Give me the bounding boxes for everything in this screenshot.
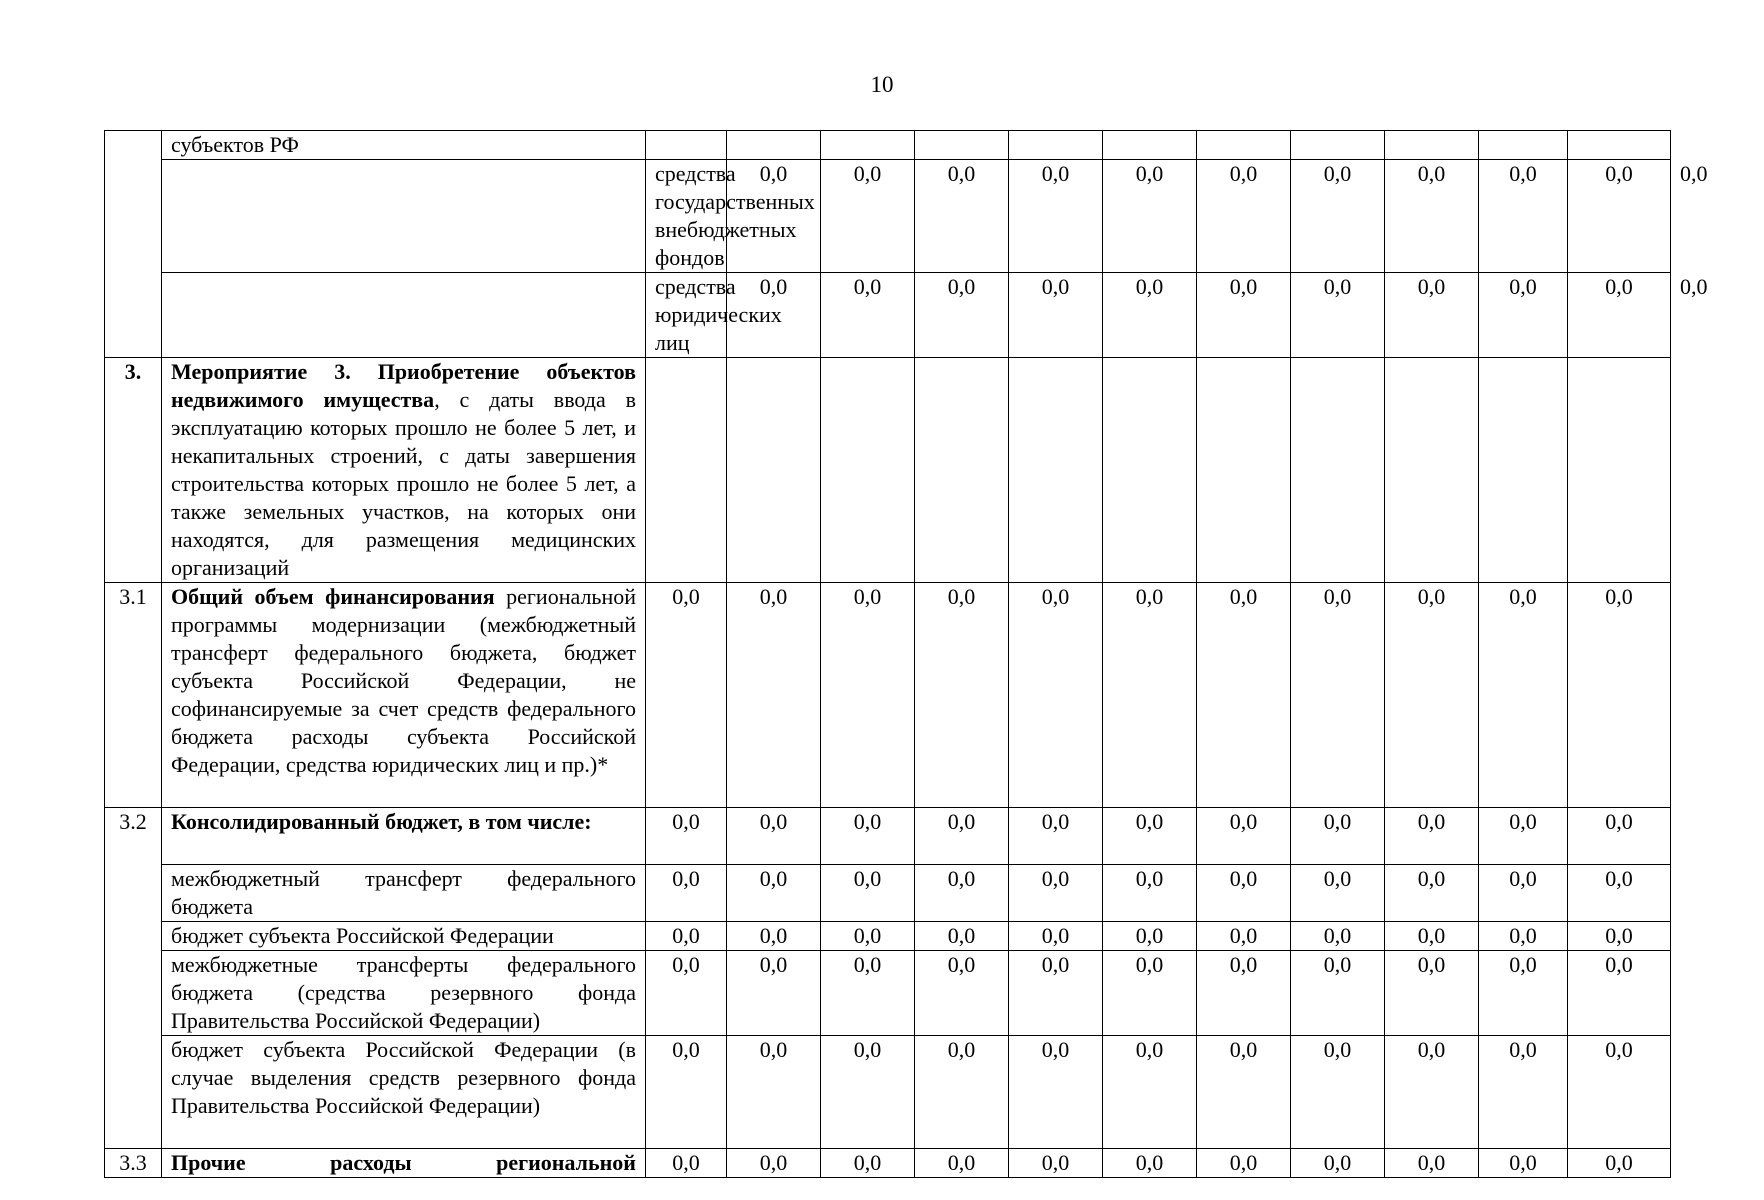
value-cell: 0,0 bbox=[1291, 951, 1385, 1036]
value-cell bbox=[915, 358, 1009, 583]
value-cell: 0,0 bbox=[727, 160, 821, 273]
row-name-text: бюджет субъекта Российской Федерации bbox=[171, 923, 554, 948]
value-cell: 0,0 bbox=[821, 865, 915, 922]
row-name-cell bbox=[162, 922, 646, 951]
table-body bbox=[105, 131, 1708, 1178]
value-cell: 0,0 bbox=[1568, 1149, 1671, 1178]
value-cell bbox=[1291, 131, 1385, 160]
table-row bbox=[105, 131, 1671, 160]
table-row bbox=[105, 1036, 1671, 1149]
row-name-text: межбюджетные трансферты федерального бюджета (средства резервного фонда Правительства Российской Федерации) bbox=[171, 952, 636, 1033]
value-cell bbox=[1568, 131, 1671, 160]
value-cell: 0,0 bbox=[915, 922, 1009, 951]
value-cell: 0,0 bbox=[915, 951, 1009, 1036]
value-cell: 0,0 bbox=[821, 951, 915, 1036]
row-name-cell bbox=[162, 808, 646, 865]
value-cell: 0,0 bbox=[727, 808, 821, 865]
row-name-cell bbox=[162, 358, 646, 583]
value-cell: 0,0 bbox=[1385, 1149, 1479, 1178]
value-cell: 0,0 bbox=[1479, 1036, 1568, 1149]
value-cell: 0,0 bbox=[1385, 922, 1479, 951]
value-cell bbox=[821, 131, 915, 160]
value-cell: 0,0 bbox=[1291, 922, 1385, 951]
value-cell bbox=[1479, 358, 1568, 583]
value-cell bbox=[1291, 358, 1385, 583]
value-cell: 0,0 bbox=[1197, 865, 1291, 922]
row-name-cell bbox=[162, 1036, 646, 1149]
value-cell: 0,0 bbox=[821, 1036, 915, 1149]
value-cell bbox=[1568, 358, 1671, 583]
value-cell: 0,0 bbox=[1009, 865, 1103, 922]
value-cell: 0,0 bbox=[646, 583, 727, 808]
value-cell: 0,0 bbox=[1385, 808, 1479, 865]
value-cell: 0,0 bbox=[1291, 583, 1385, 808]
value-cell: 0,0 bbox=[821, 583, 915, 808]
value-cell: 0,0 bbox=[1009, 922, 1103, 951]
value-cell: 0,0 bbox=[1009, 273, 1103, 358]
row-name-text: межбюджетный трансферт федерального бюджета bbox=[171, 866, 636, 919]
value-cell: 0,0 bbox=[1197, 808, 1291, 865]
value-cell bbox=[1009, 358, 1103, 583]
value-cell bbox=[1197, 358, 1291, 583]
table-row bbox=[105, 922, 1671, 951]
value-cell: 0,0 bbox=[915, 583, 1009, 808]
value-cell: 0,0 bbox=[1291, 1036, 1385, 1149]
row-number-cell bbox=[105, 131, 162, 358]
value-cell: 0,0 bbox=[1103, 160, 1197, 273]
row-number-cell bbox=[162, 273, 646, 358]
value-cell: 0,0 bbox=[646, 951, 727, 1036]
value-cell: 0,0 bbox=[727, 273, 821, 358]
row-name-text: региональной программы модернизации (межбюджетный трансферт федерального бюджета, бюджет субъекта Российской Федерации, не софинансируемые за счет средств федерального бюджета расходы субъекта Российской Федерации, средства юридических лиц и пр.)* bbox=[171, 584, 636, 777]
value-cell: 0,0 bbox=[1103, 951, 1197, 1036]
value-cell: 0,0 bbox=[1103, 808, 1197, 865]
row-name-text: средства юридических лиц bbox=[655, 274, 782, 355]
value-cell bbox=[646, 358, 727, 583]
value-cell: 0,0 bbox=[1103, 922, 1197, 951]
value-cell: 0,0 bbox=[1479, 865, 1568, 922]
value-cell: 0,0 bbox=[1568, 865, 1671, 922]
value-cell: 0,0 bbox=[1479, 951, 1568, 1036]
value-cell: 0,0 bbox=[646, 865, 727, 922]
value-cell: 0,0 bbox=[1197, 951, 1291, 1036]
value-cell: 0,0 bbox=[727, 865, 821, 922]
row-name-cell bbox=[162, 951, 646, 1036]
value-cell: 0,0 bbox=[1197, 1036, 1291, 1149]
row-name-text: субъектов РФ bbox=[171, 132, 299, 157]
value-cell: 0,0 bbox=[1291, 1149, 1385, 1178]
value-cell: 0,0 bbox=[1479, 808, 1568, 865]
row-number-cell: 3. bbox=[105, 358, 162, 583]
value-cell: 0,0 bbox=[915, 808, 1009, 865]
value-cell: 0,0 bbox=[1385, 865, 1479, 922]
table-row bbox=[105, 865, 1671, 922]
row-name-text: средства государственных внебюджетных фондов bbox=[655, 161, 815, 270]
value-cell bbox=[1009, 131, 1103, 160]
value-cell bbox=[1103, 358, 1197, 583]
value-cell: 0,0 bbox=[1479, 583, 1568, 808]
value-cell bbox=[915, 131, 1009, 160]
table-row: средства государственных внебюджетных фондов 0,0 0,0 0,0 0,0 0,0 0,0 0,0 0,0 0,0 0,0 0,0 bbox=[105, 160, 1671, 273]
row-name-bold-text: Мероприятие 3. Приобретение объектов недвижимого имущества bbox=[171, 359, 636, 412]
budget-table bbox=[104, 130, 1708, 1178]
value-cell: 0,0 bbox=[1479, 273, 1568, 358]
row-number-cell: 3.2 bbox=[105, 808, 162, 1149]
value-cell bbox=[1385, 358, 1479, 583]
value-cell: 0,0 bbox=[727, 583, 821, 808]
value-cell: 0,0 bbox=[1291, 865, 1385, 922]
value-cell: 0,0 bbox=[1197, 160, 1291, 273]
row-name-cell bbox=[162, 1149, 646, 1178]
row-name-cell bbox=[162, 865, 646, 922]
value-cell: 0,0 bbox=[1009, 583, 1103, 808]
value-cell bbox=[727, 358, 821, 583]
row-name-bold-text: Консолидированный бюджет, в том числе: bbox=[171, 809, 592, 834]
value-cell: 0,0 bbox=[1291, 160, 1385, 273]
value-cell: 0,0 bbox=[1385, 273, 1479, 358]
value-cell: 0,0 bbox=[1103, 583, 1197, 808]
value-cell: 0,0 bbox=[1479, 922, 1568, 951]
value-cell: 0,0 bbox=[915, 1036, 1009, 1149]
row-number-cell bbox=[162, 160, 646, 273]
value-cell: 0,0 bbox=[646, 1149, 727, 1178]
value-cell: 0,0 bbox=[915, 273, 1009, 358]
value-cell: 0,0 bbox=[1479, 1149, 1568, 1178]
value-cell: 0,0 bbox=[821, 808, 915, 865]
value-cell: 0,0 bbox=[1103, 1149, 1197, 1178]
table-row bbox=[105, 583, 1671, 808]
row-name-bold-text: Прочие расходы региональной bbox=[171, 1150, 636, 1175]
page-number: 10 bbox=[870, 72, 894, 97]
value-cell: 0,0 bbox=[1103, 865, 1197, 922]
value-cell: 0,0 bbox=[1103, 273, 1197, 358]
value-cell: 0,0 bbox=[915, 160, 1009, 273]
value-cell bbox=[646, 131, 727, 160]
row-number-cell: 3.1 bbox=[105, 583, 162, 808]
row-number-cell: 3.3 bbox=[105, 1149, 162, 1178]
value-cell: 0,0 bbox=[727, 922, 821, 951]
value-cell: 0,0 bbox=[727, 1149, 821, 1178]
value-cell: 0,0 bbox=[1568, 1036, 1671, 1149]
table-row bbox=[105, 1149, 1671, 1178]
value-cell: 0,0 bbox=[821, 160, 915, 273]
row-name-bold-text: Общий объем финансирования bbox=[171, 584, 495, 609]
value-cell: 0,0 bbox=[915, 865, 1009, 922]
row-name-text: , с даты ввода в эксплуатацию которых прошло не более 5 лет, и некапитальных строений, с даты завершения строительства которых прошло не более 5 лет, а также земельных участков, на которых они находятся, для размещения медицинских организаций bbox=[171, 387, 636, 580]
value-cell: 0,0 bbox=[1568, 160, 1671, 273]
value-cell: 0,0 bbox=[1479, 160, 1568, 273]
value-cell: 0,0 bbox=[646, 1036, 727, 1149]
value-cell: 0,0 bbox=[727, 1036, 821, 1149]
value-cell: 0,0 bbox=[1009, 160, 1103, 273]
value-cell: 0,0 bbox=[1197, 1149, 1291, 1178]
value-cell: 0,0 bbox=[1197, 273, 1291, 358]
value-cell: 0,0 bbox=[1009, 1036, 1103, 1149]
value-cell bbox=[1385, 131, 1479, 160]
value-cell: 0,0 bbox=[646, 922, 727, 951]
value-cell: 0,0 bbox=[1568, 808, 1671, 865]
value-cell: 0,0 bbox=[1009, 951, 1103, 1036]
value-cell: 0,0 bbox=[1009, 808, 1103, 865]
value-cell bbox=[1103, 131, 1197, 160]
value-cell: 0,0 bbox=[1197, 583, 1291, 808]
value-cell: 0,0 bbox=[646, 808, 727, 865]
table-row: средства юридических лиц 0,0 0,0 0,0 0,0 0,0 0,0 0,0 0,0 0,0 0,0 0,0 bbox=[105, 273, 1671, 358]
row-name-text: бюджет субъекта Российской Федерации (в случае выделения средств резервного фонда Правительства Российской Федерации) bbox=[171, 1037, 636, 1118]
value-cell: 0,0 bbox=[1385, 1036, 1479, 1149]
value-cell: 0,0 bbox=[1568, 951, 1671, 1036]
value-cell: 0,0 bbox=[1568, 273, 1671, 358]
value-cell: 0,0 bbox=[1291, 273, 1385, 358]
row-name-cell bbox=[162, 583, 646, 808]
row-name-cell bbox=[162, 131, 646, 160]
value-cell: 0,0 bbox=[915, 1149, 1009, 1178]
value-cell bbox=[1197, 131, 1291, 160]
value-cell: 0,0 bbox=[1568, 583, 1671, 808]
value-cell: 0,0 bbox=[821, 1149, 915, 1178]
value-cell: 0,0 bbox=[1291, 808, 1385, 865]
value-cell: 0,0 bbox=[1385, 583, 1479, 808]
value-cell bbox=[821, 358, 915, 583]
value-cell: 0,0 bbox=[1568, 922, 1671, 951]
table-row bbox=[105, 951, 1671, 1036]
value-cell bbox=[727, 131, 821, 160]
value-cell: 0,0 bbox=[821, 922, 915, 951]
value-cell: 0,0 bbox=[821, 273, 915, 358]
value-cell: 0,0 bbox=[1385, 951, 1479, 1036]
value-cell: 0,0 bbox=[1197, 922, 1291, 951]
table-row bbox=[105, 808, 1671, 865]
value-cell: 0,0 bbox=[1385, 160, 1479, 273]
table-row bbox=[105, 358, 1671, 583]
value-cell bbox=[1479, 131, 1568, 160]
value-cell: 0,0 bbox=[727, 951, 821, 1036]
value-cell: 0,0 bbox=[1009, 1149, 1103, 1178]
value-cell: 0,0 bbox=[1103, 1036, 1197, 1149]
